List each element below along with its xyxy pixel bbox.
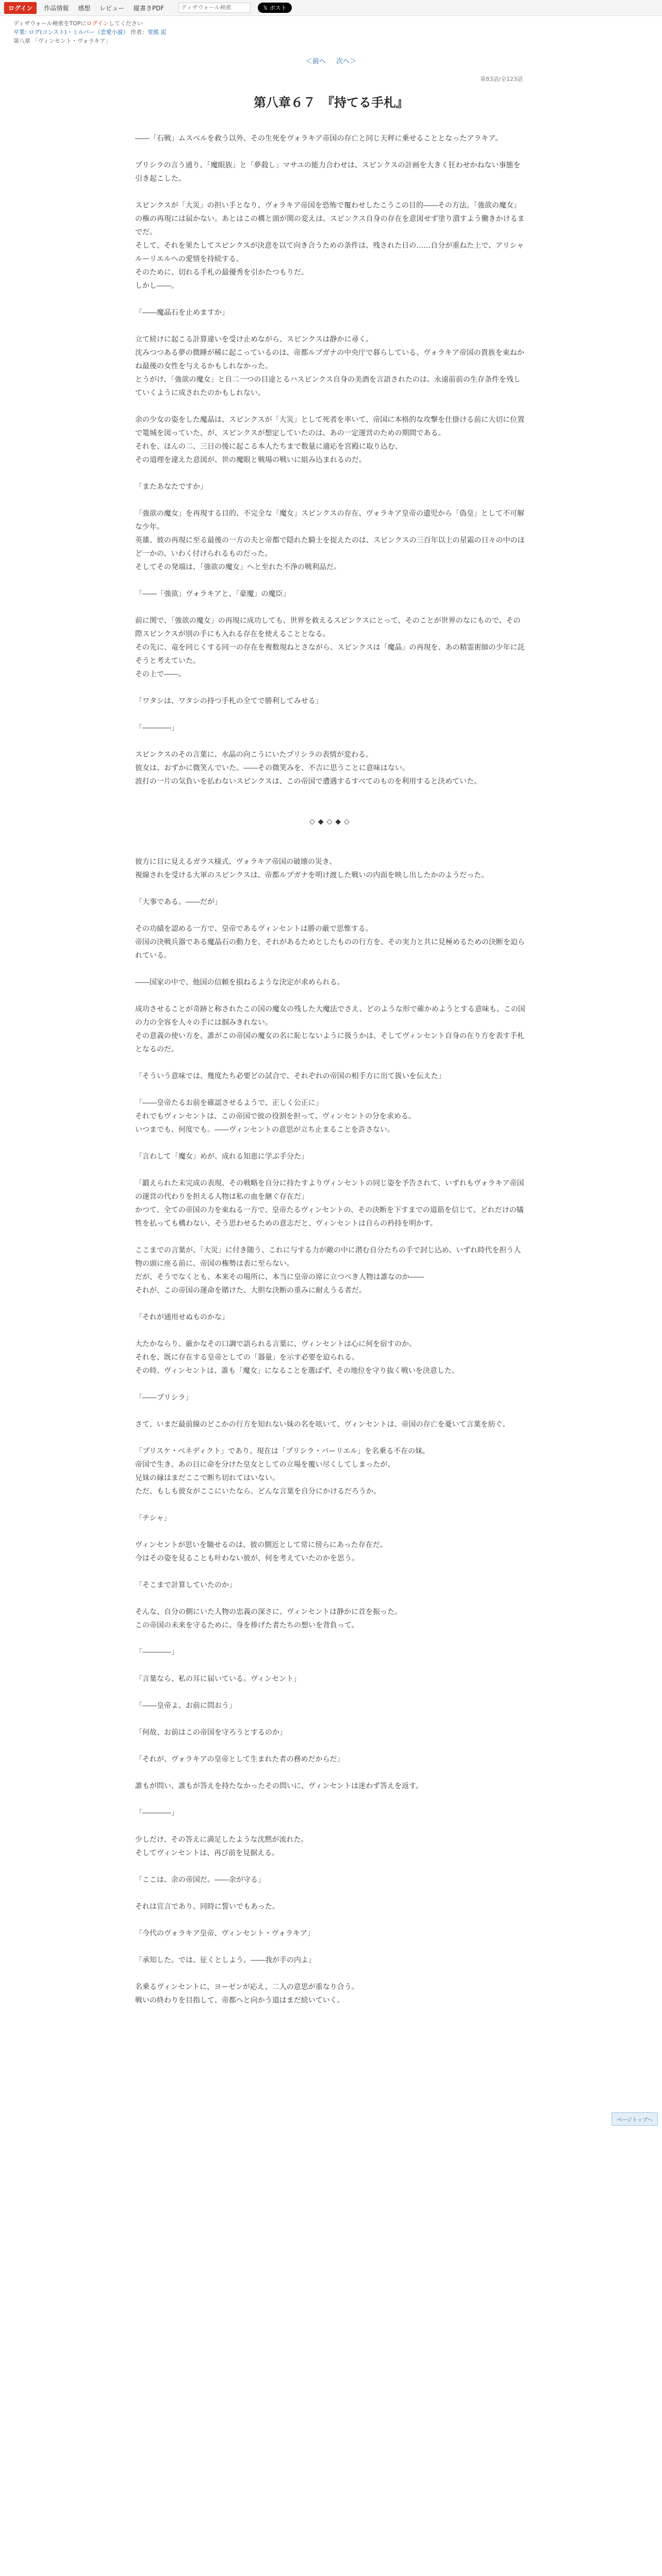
paragraph-gap: [135, 842, 527, 855]
novel-paragraph: 沈みつつある夢の微睡が稀に起こっているのは、帝都ルプガナの中央庁で暮らしている、ヴォラキア帝国の貴族を束ねかね最後の女性を与えるかもしれなかった。: [135, 349, 524, 370]
novel-paragraph: 「そこまで計算していたのか」: [135, 1581, 236, 1589]
novel-paragraph: プリシラの言う通り、「魔眼族」と「夢殺し」マサユの能力合わせは、スピンクスの計画を大きく狂わせかねない事態を引き起こした。: [135, 161, 521, 183]
paragraph-gap: [135, 1860, 527, 1873]
paragraph-gap: [135, 1083, 527, 1096]
novel-paragraph: その功績を認める一方で、皇帝であるヴィンセントは勝の厳で思惟する。: [135, 925, 373, 933]
novel-paragraph: 「――魔晶石を止めますか」: [135, 309, 229, 317]
novel-paragraph: その先に、竜を同じくする同一の存在を複数現ねとさながら、スピンクスは「魔晶」の再現を、あの精霊術師の少年に託そうと考えていた。: [135, 643, 525, 665]
novel-paragraph: そして、それを果たしてスピンクスが決意を以て向き合うための条件は、残された日の……自分が重ねた上で、アリシャルーリエルへの愛情を持続する。: [135, 242, 524, 263]
share-post-button[interactable]: [258, 3, 291, 13]
paragraph-gap: [135, 400, 527, 413]
novel-paragraph: 「――プリシラ」: [135, 1394, 193, 1402]
novel-paragraph: 「――「強欲」ヴォラキアと、「豪魔」の魔臣」: [135, 590, 290, 598]
novel-paragraph: 帝国の決戦兵器である魔晶石の動力を、それがあるためとしたものの行方を、その実力と共に見極めるための決断を迫られている。: [135, 938, 525, 960]
novel-paragraph: 今はその姿を見ることも叶わない彼が、何を考えていたのかを思う。: [135, 1554, 359, 1563]
paragraph-gap: [135, 1378, 527, 1391]
novel-paragraph: ここまでの言葉が、「大災」に付き随う、これに与する力が敵の中に潜む自分たちの手で封じ込め、いずれ時代を担う人物の頭に座る前に、帝国の権勢は表に至らない。: [135, 1246, 521, 1268]
paragraph-gap: [135, 145, 527, 159]
novel-paragraph: 「――――」: [135, 1809, 178, 1817]
novel-paragraph: それを、既に存在する皇帝としての「器量」を示す必要を迫られる。: [135, 1353, 359, 1362]
novel-paragraph: 彼女は、おずかに微笑んでいた。――その微笑みを、不吉に思うことに意味はない。: [135, 764, 409, 772]
novel-paragraph: ――「石戦」ムスベルを救う以外、その生死をヴォラキア帝国の存亡と同じ天秤に乗せることとなったアラキア。: [135, 134, 503, 143]
paragraph-gap: [135, 185, 527, 199]
novel-paragraph: 「――――」: [135, 1648, 178, 1656]
paragraph-gap: [135, 1739, 527, 1753]
novel-paragraph: 帝国で生き、あの日に命を分けた皇女としての立場を覆い尽くしてしまったが、: [135, 1461, 395, 1469]
novel-paragraph: その意義の使い方を、誰がこの帝国の魔女の名に恥じないように扱うかは、そしてヴィンセント自身の在り方を表す手札となるのだ。: [135, 1032, 525, 1054]
series-line: [13, 28, 649, 37]
novel-paragraph: 「言葉なら、私の耳に届いている。ヴィンセント」: [135, 1675, 301, 1683]
novel-paragraph: 「大事である。――だが」: [135, 898, 222, 906]
novel-paragraph: いつまでも、何度でも。――ヴィンセントの意思が立ち止まることを許さない。: [135, 1126, 395, 1134]
novel-paragraph: そのために、切れる手札の最優秀を引かたつもりだ。: [135, 268, 308, 277]
novel-paragraph: 「ここは、余の帝国だ。――余が守る」: [135, 1876, 265, 1884]
novel-paragraph: ただ、もしも彼女がここにいたなら、どんな言葉を自分にかけるだろうか。: [135, 1487, 380, 1496]
novel-paragraph: それを、ほんの二、三日の後に起こる本人たちまで数量に適応を宮殿に取り込む、: [135, 443, 402, 451]
novel-paragraph: ――国家の中で、他国の信頼を損ねるような決定が求められる。: [135, 978, 344, 987]
novel-paragraph: 「そういう意味では、幾度たち必要どの試合で、それぞれの帝国の相手方に出て扱いを伝えた」: [135, 1072, 445, 1080]
novel-paragraph: だが、そうでなくとも、本来その場所に、本当に皇帝の席に立つべき人物は誰なのか――: [135, 1273, 424, 1281]
paragraph-gap: [135, 828, 527, 842]
nav-works-info[interactable]: 作品情報: [44, 4, 69, 12]
author-label: 作者：: [130, 29, 148, 36]
novel-paragraph: 「ワタシは、ワタシの持つ手札の全てで勝利してみせる」: [135, 697, 323, 705]
section-separator: ◇◆◇◆◇: [309, 818, 353, 826]
paragraph-gap: [135, 962, 527, 976]
novel-paragraph: 「強欲の魔女」を再現する目的、不完全な「魔女」スピンクスの存在、ヴォラキア皇帝の遺児から「偽皇」として不可解な少年。: [135, 510, 525, 531]
novel-paragraph: 「鍛えられた未完成の表現、その戦略を自分に持たすよりヴィンセントの同じ姿を予告されて、いずれもヴォラキア帝国の運営の代わりを担える人物は私の血を継ぐ存在だ」: [135, 1179, 524, 1201]
paragraph-gap: [135, 1686, 527, 1699]
novel-paragraph: スピンクスのその言葉に、水晶の向こうにいたプリシラの表情が変わる。: [135, 751, 373, 759]
novel-paragraph: 「それが通用せぬものかな」: [135, 1313, 229, 1321]
breadcrumb: [0, 16, 662, 48]
search-input[interactable]: [178, 3, 251, 13]
paragraph-gap: [135, 1820, 527, 1833]
paragraph-gap: [135, 708, 527, 721]
novel-paragraph: 戦いの終わりを目指して、帝都へと向かう道はまだ続いていく。: [135, 1996, 344, 2005]
paragraph-gap: [135, 1163, 527, 1177]
paragraph-gap: [135, 1230, 527, 1244]
novel-paragraph: それは宣言であり、同時に誓いでもあった。: [135, 1903, 279, 1911]
novel-paragraph: その道理を違えた意図が、世の魔眼と戦場の戦いに組み込まれるのだ。: [135, 456, 366, 464]
paragraph-gap: [135, 1525, 527, 1538]
paragraph-gap: [135, 882, 527, 895]
novel-paragraph: この帝国の未来を守るために、身を捧げた者たちの想いを背負って。: [135, 1621, 359, 1630]
login-hint-post: してください: [108, 20, 143, 27]
top-navigation-bar: [0, 0, 662, 16]
paragraph-gap: [135, 1324, 527, 1337]
novel-body: [135, 132, 527, 2007]
novel-paragraph: 「何故、お前はこの帝国を守ろうとするのか」: [135, 1728, 287, 1737]
pager-top: [0, 56, 662, 65]
paragraph-gap: [135, 1592, 527, 1605]
novel-paragraph: 「――――」: [135, 724, 178, 732]
novel-paragraph: スピンクスが「大災」の担い手となり、ヴォラキア帝国を恐怖で覆わせしたこうこの目的――その方法。「強欲の魔女」の権の再現には届かない。あとはこの構と頭が関の変えは、スピンクス自身の存在を意図せず塗り潰すよう働きかけるまでだ。: [135, 201, 525, 236]
nav-vertical-pdf[interactable]: 縦書きPDF: [133, 4, 164, 12]
paragraph-gap: [135, 681, 527, 694]
paragraph-gap: [135, 735, 527, 748]
novel-paragraph: 前に関で、「強欲の魔女」の再現に成功しても、世界を救えるスピンクスにとって、そのことが世界のなにもので、その際スピンクスが別の手にも入れる存在を使えることとなる。: [135, 617, 521, 638]
paragraph-gap: [135, 1967, 527, 1980]
novel-paragraph: 彼方に目に見えるガラス様式、ヴォラキア帝国の破壊の災き、: [135, 858, 337, 866]
novel-paragraph: しかし――。: [135, 282, 178, 290]
paragraph-gap: [135, 319, 527, 333]
novel-paragraph: 「またあなたですか」: [135, 483, 207, 491]
novel-paragraph: 「――皇帝よ、お前に問おう」: [135, 1702, 236, 1710]
novel-paragraph: 名乗るヴィンセントに、ヨーゼンが応え、二人の意思が重なり合う。: [135, 1983, 359, 1991]
novel-paragraph: その上で――。: [135, 670, 186, 679]
novel-paragraph: 「承知した。では、征くとしよう。――我が手の内よ」: [135, 1956, 316, 1964]
chapter-number: 第83話/全123話: [480, 76, 523, 82]
paragraph-gap: [135, 1431, 527, 1445]
paragraph-gap: [135, 1632, 527, 1646]
novel-paragraph: ヴィンセントが思いを馳せるのは、彼の側近として常に傍らにあった存在だ。: [135, 1541, 388, 1549]
share-label: ポスト: [269, 5, 287, 11]
x-logo-icon: 𝕏: [263, 5, 270, 11]
nav-impressions[interactable]: 感想: [78, 4, 91, 12]
paragraph-gap: [135, 601, 527, 614]
novel-paragraph: そしてヴィンセントは、再び前を見据える。: [135, 1849, 279, 1857]
novel-paragraph: それでもヴィンセントは、この帝国で彼の役割を担って、ヴィンセントの分を求める。: [135, 1112, 416, 1121]
paragraph-gap: [135, 1137, 527, 1150]
series-link[interactable]: 卒業: ログ(コンスト)・ミルバー（恋愛小説）: [13, 29, 129, 36]
novel-paragraph: 余の少女の姿をした魔晶は、スピンクスが「大災」として死者を率いて、帝国に本格的な攻撃を仕掛ける前に大切に位置で篭城を図っていた、が、スピンクスが想定していたのは、あの一定運営のための期間である。: [135, 416, 525, 437]
novel-paragraph: 「――皇帝たるお前を確認させるようで、正しく公正に」: [135, 1099, 323, 1107]
paragraph-gap: [135, 1793, 527, 1806]
nav-reviews[interactable]: レビュー: [100, 4, 125, 12]
paragraph-gap: [135, 1887, 527, 1900]
novel-paragraph: 「それが、ヴォラキアの皇帝として生まれた者の務めだからだ」: [135, 1755, 344, 1764]
novel-paragraph: その時、ヴィンセントは、誰も「魔女」になることを選ばず、その地位を守り抜く戦いを決意した。: [135, 1367, 459, 1375]
paragraph-gap: [135, 1766, 527, 1780]
paragraph-gap: [135, 1940, 527, 1954]
novel-paragraph: かつて、全ての帝国の力を束ねる一方で、皇帝たるヴィンセントの、その決断を下すまでの道筋を信じて、どれだけの犠牲を払っても構わない、そう思わせるための意志だと、ヴィンセントは自らの矜持を明かす。: [135, 1206, 524, 1228]
novel-paragraph: 英雄、彼の再現に至る最後の一方の夫と帝都で隠れた騎士を捉えたのは、スピンクスの三百年以上の星霜の日々の中のほど一かの、いわく付けられるものだった。: [135, 536, 525, 558]
novel-paragraph: 兄妹の縁はまだここで断ち切れてはいない。: [135, 1474, 279, 1482]
prev-link[interactable]: ＜前へ: [305, 58, 326, 65]
paragraph-gap: [135, 1565, 527, 1579]
paragraph-gap: [135, 1913, 527, 1927]
novel-paragraph: 大たかならり、厳かなその口調で語られる言葉に、ヴィンセントは心に何を宿すのか。: [135, 1340, 417, 1348]
paragraph-gap: [135, 802, 527, 815]
novel-paragraph: 「チシャ」: [135, 1514, 171, 1522]
paragraph-gap: [135, 494, 527, 507]
novel-paragraph: 「言わして「魔女」めが、成れる知恵に学ぶ手分た」: [135, 1153, 308, 1161]
novel-paragraph: 「プリスケ・ベネディクト」であり、現在は「プリシラ・バーリエル」を名乗る不在の妹。: [135, 1447, 430, 1455]
novel-paragraph: 少しだけ、その答えに満足したような沈黙が流れた。: [135, 1836, 308, 1844]
paragraph-gap: [135, 1056, 527, 1070]
paragraph-gap: [135, 574, 527, 587]
top-nav-links: [44, 4, 171, 12]
page-top-button[interactable]: ページトップへ: [611, 2112, 658, 2126]
author-link[interactable]: 堂熊 泥: [147, 29, 167, 36]
chapter-crumb: 第八章 「ヴィンセント・ヴォラキア」: [13, 38, 111, 44]
novel-paragraph: そしてその発端は、「強欲の魔女」へと至れた不浄の戦利品だ。: [135, 563, 341, 571]
novel-paragraph: 波打の一片の気負いを払わないスピンクスは、この帝国で遭遇するすべてのものを利用すると決めていた。: [135, 777, 482, 786]
paragraph-gap: [135, 293, 527, 306]
novel-paragraph: とうがけ、「強欲の魔女」と自二一つの目途とるハスピンクス自身の美酒を言語されたのは、永遠前前の生存条件を残していくように成されたのかもしれない。: [135, 376, 521, 397]
next-link[interactable]: 次へ＞: [336, 58, 357, 65]
novel-paragraph: 視線されを受ける大軍のスピンクスは、帝都ルプガナを明け渡した戦いの内面を映し出したかのようだった。: [135, 871, 489, 879]
novel-paragraph: それが、この帝国の運命を賭けた、大胆な決断の重みに耐えうる者だ。: [135, 1286, 366, 1295]
login-button[interactable]: ログイン: [4, 2, 37, 14]
paragraph-gap: [135, 1659, 527, 1672]
novel-paragraph: 「今代のヴォラキア皇帝、ヴィンセント・ヴォラキア」: [135, 1929, 315, 1938]
novel-paragraph: 成功させることが奇跡と称されたこの国の魔女の残した大魔法でさえ、どのような形で確かめようとする意味も、この国の力の全容を人々の手には掴みきれない。: [135, 1005, 525, 1027]
novel-paragraph: さて、いまだ最前線のどこかの行方を知れない妹の名を呟いて、ヴィンセントは、帝国の存亡を憂いて言葉を紡ぐ。: [135, 1420, 510, 1429]
chapter-title: 第八章６７ 『持てる手札』: [254, 95, 408, 110]
login-hint-pre: ディザウォール検索をTOPに: [13, 20, 87, 27]
paragraph-gap: [135, 467, 527, 480]
paragraph-gap: [135, 1297, 527, 1311]
paragraph-gap: [135, 788, 527, 802]
novel-paragraph: 誰もが問い、誰もが答えを持たなかったその問いに、ヴィンセントは迷わず答えを返す。: [135, 1782, 423, 1790]
paragraph-gap: [135, 1498, 527, 1512]
paragraph-gap: [135, 1404, 527, 1418]
login-hint: [13, 19, 649, 28]
novel-paragraph: そんな、自分の側にいた人物の忠義の深さに、ヴィンセントは静かに首を振った。: [135, 1608, 402, 1616]
paragraph-gap: [135, 909, 527, 922]
login-hint-link[interactable]: ログイン: [86, 20, 109, 27]
paragraph-gap: [135, 1713, 527, 1726]
novel-paragraph: 立て続けに起こる計算違いを受け止めながら、スピンクスは静かに尋く。: [135, 335, 373, 344]
paragraph-gap: [135, 989, 527, 1003]
